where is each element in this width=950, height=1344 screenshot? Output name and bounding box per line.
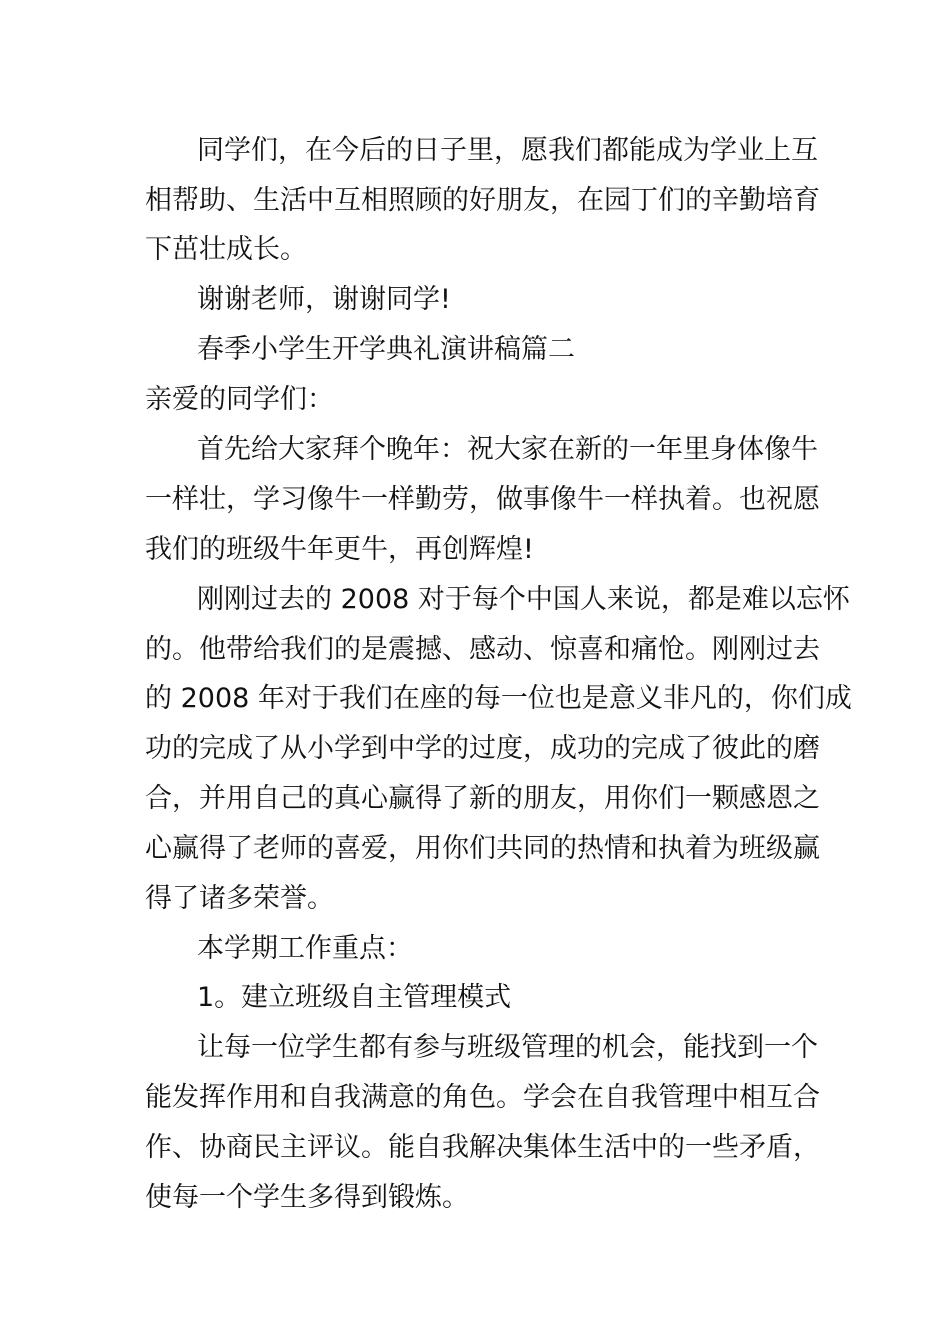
paragraph-line: 相帮助、生活中互相照顾的好朋友，在园丁们的辛勤培育	[145, 185, 820, 216]
paragraph-line: 同学们，在今后的日子里，愿我们都能成为学业上互	[197, 135, 818, 166]
paragraph-line: 作、协商民主评议。能自我解决集体生活中的一些矛盾，	[145, 1132, 820, 1163]
closing-line: 谢谢老师，谢谢同学!	[197, 284, 451, 315]
paragraph-line: 刚刚过去的 2008 对于每个中国人来说，都是难以忘怀	[197, 584, 850, 615]
paragraph-line: 使每一个学生多得到锻炼。	[145, 1182, 469, 1213]
paragraph-line: 的 2008 年对于我们在座的每一位也是意义非凡的，你们成	[145, 683, 852, 714]
paragraph-line: 一样壮，学习像牛一样勤劳，做事像牛一样执着。也祝愿	[145, 484, 820, 515]
paragraph-line: 功的完成了从小学到中学的过度，成功的完成了彼此的磨	[145, 733, 820, 764]
paragraph-line: 合，并用自己的真心赢得了新的朋友，用你们一颗感恩之	[145, 783, 820, 814]
paragraph-line: 心赢得了老师的喜爱，用你们共同的热情和执着为班级赢	[145, 833, 820, 864]
section-title: 春季小学生开学典礼演讲稿篇二	[197, 334, 575, 365]
subheading: 本学期工作重点：	[197, 933, 413, 964]
paragraph-line: 下茁壮成长。	[145, 234, 307, 265]
paragraph-line: 得了诸多荣誉。	[145, 883, 334, 914]
paragraph-line: 首先给大家拜个晚年：祝大家在新的一年里身体像牛	[197, 434, 818, 465]
paragraph-line: 让每一位学生都有参与班级管理的机会，能找到一个	[197, 1032, 818, 1063]
paragraph-line: 能发挥作用和自我满意的角色。学会在自我管理中相互合	[145, 1082, 820, 1113]
paragraph-line: 我们的班级牛年更牛，再创辉煌!	[145, 534, 534, 565]
list-item-heading: 1。建立班级自主管理模式	[197, 982, 512, 1013]
paragraph-line: 的。他带给我们的是震撼、感动、惊喜和痛怆。刚刚过去	[145, 634, 820, 665]
salutation: 亲爱的同学们：	[145, 384, 334, 415]
